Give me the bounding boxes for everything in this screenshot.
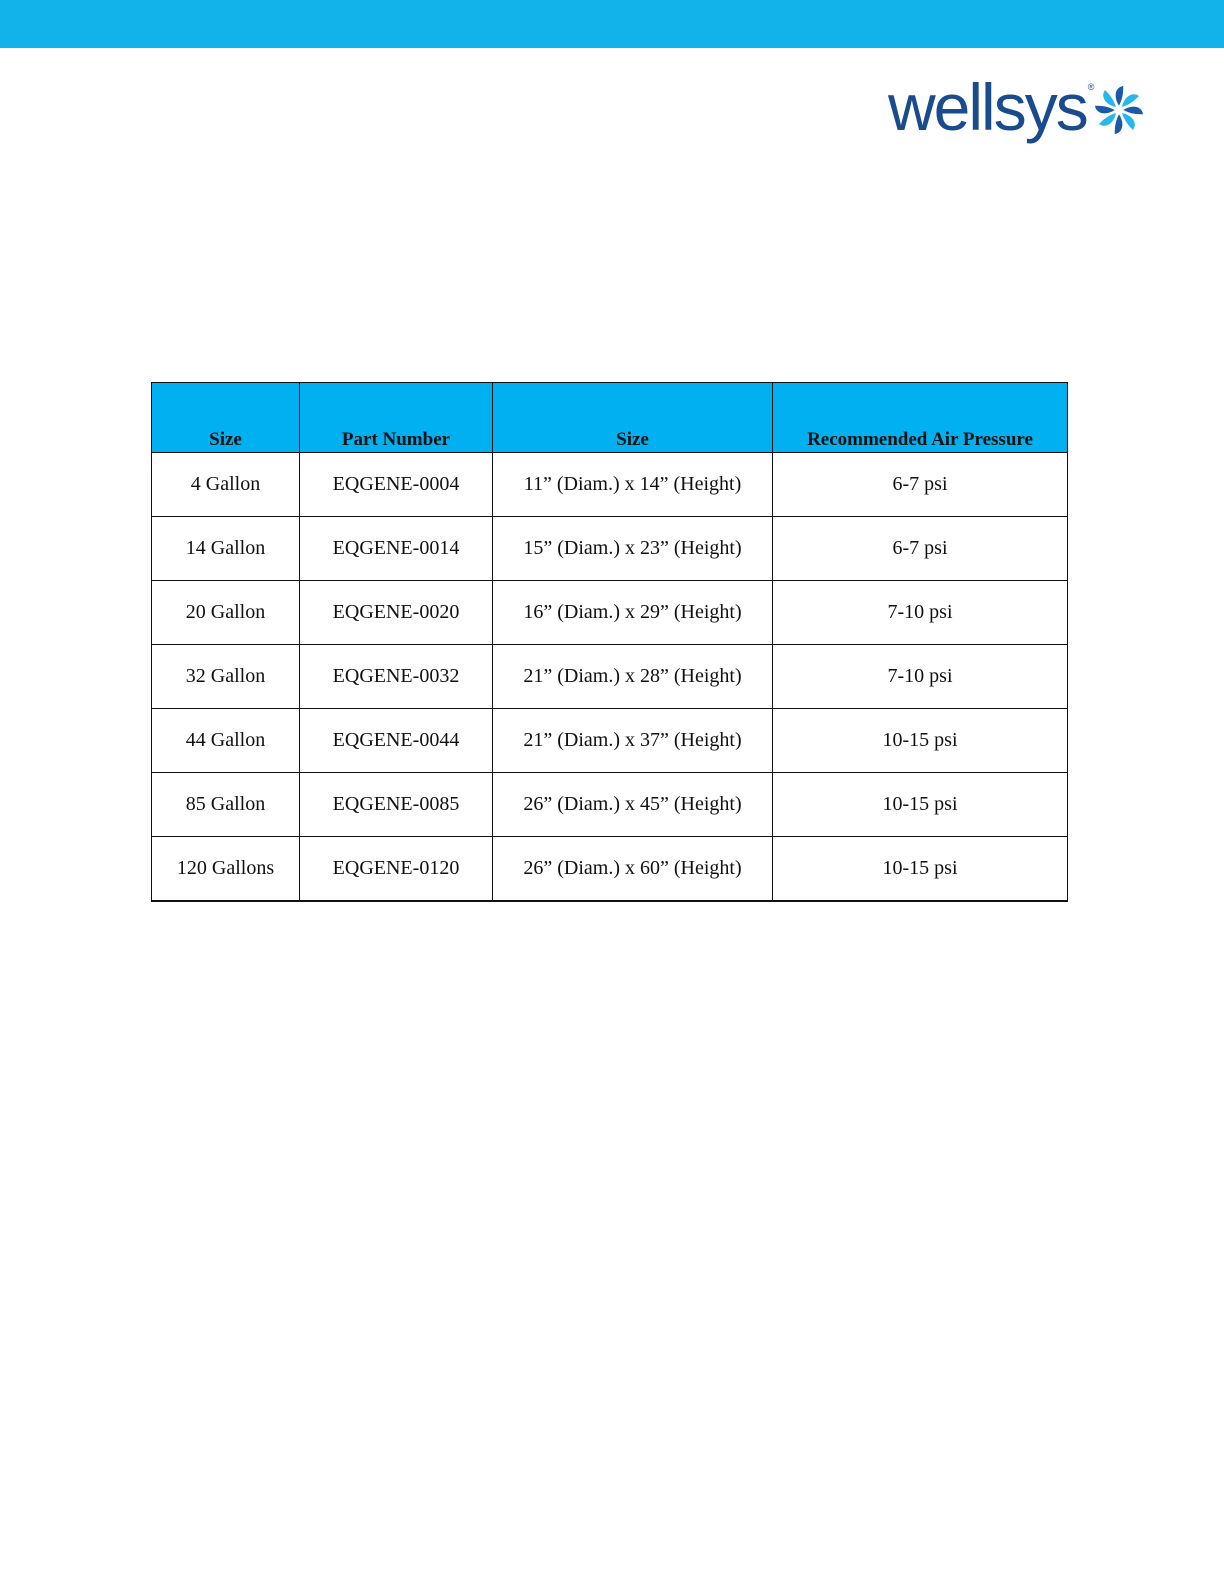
cell-air-pressure: 6-7 psi [773, 517, 1068, 581]
table-row [152, 837, 1068, 902]
cell-dimensions: 21” (Diam.) x 37” (Height) [493, 709, 773, 773]
pinwheel-petal [1122, 94, 1139, 107]
table-row [152, 773, 1068, 837]
registered-mark: ® [1087, 82, 1095, 92]
table-row [152, 709, 1068, 773]
top-color-bar [0, 0, 1224, 48]
cell-size: 85 Gallon [152, 773, 300, 837]
pinwheel-petal [1104, 90, 1117, 107]
cell-part-number: EQGENE-0004 [300, 453, 493, 517]
cell-air-pressure: 10-15 psi [773, 709, 1068, 773]
header-dimensions: Size [493, 383, 773, 453]
cell-part-number: EQGENE-0085 [300, 773, 493, 837]
wellsys-logo [888, 70, 1143, 152]
header-recommended-air-pressure: Recommended Air Pressure [773, 383, 1068, 453]
cell-size: 44 Gallon [152, 709, 300, 773]
cell-air-pressure: 10-15 psi [773, 837, 1068, 902]
cell-part-number: EQGENE-0020 [300, 581, 493, 645]
table-row [152, 517, 1068, 581]
table-row [152, 453, 1068, 517]
cell-size: 14 Gallon [152, 517, 300, 581]
cell-part-number: EQGENE-0014 [300, 517, 493, 581]
tank-spec-table [151, 382, 1068, 902]
cell-size: 4 Gallon [152, 453, 300, 517]
cell-dimensions: 15” (Diam.) x 23” (Height) [493, 517, 773, 581]
cell-part-number: EQGENE-0044 [300, 709, 493, 773]
cell-air-pressure: 7-10 psi [773, 645, 1068, 709]
cell-air-pressure: 10-15 psi [773, 773, 1068, 837]
pinwheel-petal [1099, 113, 1116, 126]
header-size: Size [152, 383, 300, 453]
cell-size: 20 Gallon [152, 581, 300, 645]
logo-wordmark: wellsys [888, 70, 1087, 144]
table-header-row [152, 383, 1068, 453]
cell-size: 32 Gallon [152, 645, 300, 709]
cell-dimensions: 11” (Diam.) x 14” (Height) [493, 453, 773, 517]
pinwheel-petal [1122, 113, 1135, 130]
table-row [152, 581, 1068, 645]
pinwheel-icon [1095, 86, 1143, 134]
cell-dimensions: 26” (Diam.) x 60” (Height) [493, 837, 773, 902]
cell-dimensions: 16” (Diam.) x 29” (Height) [493, 581, 773, 645]
cell-size: 120 Gallons [152, 837, 300, 902]
table-row [152, 645, 1068, 709]
header-part-number: Part Number [300, 383, 493, 453]
cell-part-number: EQGENE-0120 [300, 837, 493, 902]
cell-dimensions: 26” (Diam.) x 45” (Height) [493, 773, 773, 837]
cell-air-pressure: 7-10 psi [773, 581, 1068, 645]
cell-dimensions: 21” (Diam.) x 28” (Height) [493, 645, 773, 709]
cell-air-pressure: 6-7 psi [773, 453, 1068, 517]
cell-part-number: EQGENE-0032 [300, 645, 493, 709]
